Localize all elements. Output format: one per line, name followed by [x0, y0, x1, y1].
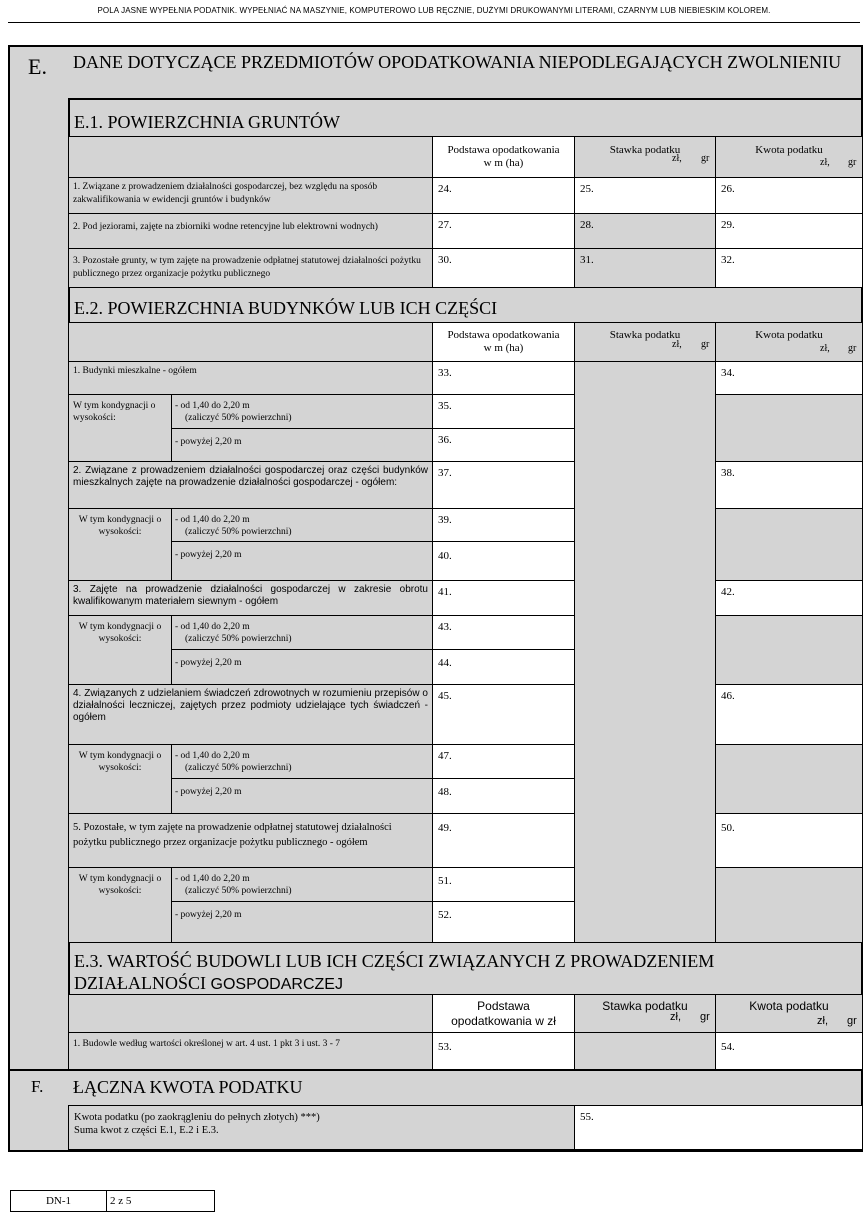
field-36[interactable]: 36. — [432, 428, 575, 462]
e2-group-2-sub2-label: - powyżej 2,20 m — [171, 541, 433, 581]
e3-stawka-gray — [574, 1032, 716, 1070]
e2-header-podstawa: Podstawa opodatkowania w m (ha) — [432, 322, 575, 362]
e2-group-5-kwota-gray — [715, 867, 863, 943]
e2-header-blank — [68, 322, 433, 362]
field-44[interactable]: 44. — [432, 649, 575, 685]
section-e-letter: E. — [28, 54, 47, 79]
e3-header-podstawa: Podstawa opodatkowania w zł — [432, 994, 575, 1033]
e2-group-3-wtym: W tym kondygnacji o wysokości: — [68, 615, 172, 685]
e3-row-1-label: 1. Budowle według wartości określonej w art. 4 ust. 1 pkt 3 i ust. 3 - 7 — [68, 1032, 433, 1070]
e2-title: E.2. POWIERZCHNIA BUDYNKÓW LUB ICH CZĘŚCI — [74, 298, 498, 318]
e2-group-3-sub2-label: - powyżej 2,20 m — [171, 649, 433, 685]
e2-group-5-label: 5. Pozostałe, w tym zajęte na prowadzenie odpłatnej statutowej działalności pożytku publicznego przez organizacje pożytku publicznego - ogółem — [68, 813, 433, 868]
field-51[interactable]: 51. — [432, 867, 575, 902]
e1-stawka-zl: zł, — [672, 153, 682, 164]
e2-group-2-label: 2. Związane z prowadzeniem działalności gospodarczej oraz części budynków mieszkalnych zajęte na prowadzenie działalności gospodarczej - ogółem: — [68, 461, 433, 509]
instructions-note: POLA JASNE WYPEŁNIA PODATNIK. WYPEŁNIAĆ NA MASZYNIE, KOMPUTEROWO LUB RĘCZNIE, DUŻYMI DRUKOWANYMI LITERAMI, CZARNYM LUB NIEBIESKIM KOLOREM. — [97, 6, 771, 15]
e2-group-4-sub2-label: - powyżej 2,20 m — [171, 778, 433, 814]
field-52[interactable]: 52. — [432, 901, 575, 943]
e1-header-stawka: Stawka podatku — [574, 136, 716, 178]
field-38[interactable]: 38. — [715, 461, 863, 509]
field-45[interactable]: 45. — [432, 684, 575, 745]
field-48[interactable]: 48. — [432, 778, 575, 814]
field-46[interactable]: 46. — [715, 684, 863, 745]
field-42[interactable]: 42. — [715, 580, 863, 616]
e1-header-blank — [68, 136, 433, 178]
e2-kwota-gr: gr — [848, 343, 857, 354]
form-code: DN-1 — [11, 1191, 107, 1211]
e2-group-4-sub1-label: - od 1,40 do 2,20 m (zaliczyć 50% powierzchni) — [171, 744, 433, 779]
section-f-title: ŁĄCZNA KWOTA PODATKU — [73, 1077, 303, 1097]
e1-kwota-zl: zł, — [820, 157, 830, 168]
field-49[interactable]: 49. — [432, 813, 575, 868]
field-33[interactable]: 33. — [432, 361, 575, 395]
e3-kwota-gr: gr — [847, 1015, 857, 1027]
field-35[interactable]: 35. — [432, 394, 575, 429]
e2-kwota-zl: zł, — [820, 343, 830, 354]
e2-stawka-column — [574, 361, 716, 943]
field-50[interactable]: 50. — [715, 813, 863, 868]
section-e-title: DANE DOTYCZĄCE PRZEDMIOTÓW OPODATKOWANIA NIEPODLEGAJĄCYCH ZWOLNIENIU — [73, 52, 842, 72]
field-54[interactable]: 54. — [715, 1032, 863, 1070]
e2-group-1-sub2-label: - powyżej 2,20 m — [171, 428, 433, 462]
field-43[interactable]: 43. — [432, 615, 575, 650]
field-55[interactable]: 55. — [574, 1105, 863, 1150]
e2-group-4-wtym: W tym kondygnacji o wysokości: — [68, 744, 172, 814]
field-53[interactable]: 53. — [432, 1032, 575, 1070]
e1-row-1-label: 1. Związane z prowadzeniem działalności gospodarczej, bez względu na sposób zakwalifikowania w ewidencji gruntów i budynków — [68, 177, 433, 214]
field-24[interactable]: 24. — [432, 177, 575, 214]
e3-kwota-zl: zł, — [817, 1015, 828, 1027]
e2-group-1-wtym: W tym kondygnacji o wysokości: — [68, 394, 172, 462]
field-30[interactable]: 30. — [432, 248, 575, 288]
field-41[interactable]: 41. — [432, 580, 575, 616]
e1-stawka-gr: gr — [701, 153, 710, 164]
e2-group-3-kwota-gray — [715, 615, 863, 685]
e1-row-2-label: 2. Pod jeziorami, zajęte na zbiorniki wodne retencyjne lub elektrowni wodnych) — [68, 213, 433, 249]
e2-stawka-zl: zł, — [672, 339, 682, 350]
field-27[interactable]: 27. — [432, 213, 575, 249]
field-32[interactable]: 32. — [715, 248, 863, 288]
e2-group-1-sub1-label: - od 1,40 do 2,20 m (zaliczyć 50% powierzchni) — [171, 394, 433, 429]
e3-header-stawka: Stawka podatku — [574, 994, 716, 1033]
e1-kwota-gr: gr — [848, 157, 857, 168]
e2-group-1-label: 1. Budynki mieszkalne - ogółem — [68, 361, 433, 395]
e2-group-4-label: 4. Związanych z udzielaniem świadczeń zdrowotnych w rozumieniu przepisów o działalności leczniczej, zajętych przez podmioty udzielające tych świadczeń - ogółem — [68, 684, 433, 745]
e3-stawka-gr: gr — [700, 1011, 710, 1023]
top-divider — [8, 22, 860, 23]
field-34[interactable]: 34. — [715, 361, 863, 395]
field-29[interactable]: 29. — [715, 213, 863, 249]
e2-group-5-wtym: W tym kondygnacji o wysokości: — [68, 867, 172, 943]
e3-stawka-zl: zł, — [670, 1011, 681, 1023]
e1-header-podstawa: Podstawa opodatkowania w m (ha) — [432, 136, 575, 178]
e2-group-5-sub2-label: - powyżej 2,20 m — [171, 901, 433, 943]
e2-group-3-sub1-label: - od 1,40 do 2,20 m (zaliczyć 50% powierzchni) — [171, 615, 433, 650]
section-f-divider — [8, 1069, 863, 1071]
e1-title: E.1. POWIERZCHNIA GRUNTÓW — [74, 112, 340, 132]
field-40[interactable]: 40. — [432, 541, 575, 581]
e3-header-kwota: Kwota podatku — [715, 994, 863, 1033]
e2-group-2-wtym: W tym kondygnacji o wysokości: — [68, 508, 172, 581]
e2-group-3-label: 3. Zajęte na prowadzenie działalności gospodarczej w zakresie obrotu kwalifikowanym materiałem siewnym - ogółem — [68, 580, 433, 616]
section-f-letter: F. — [31, 1077, 44, 1096]
field-39[interactable]: 39. — [432, 508, 575, 542]
field-37[interactable]: 37. — [432, 461, 575, 509]
e2-group-5-sub1-label: - od 1,40 do 2,20 m (zaliczyć 50% powierzchni) — [171, 867, 433, 902]
field-47[interactable]: 47. — [432, 744, 575, 779]
e2-group-1-kwota-gray — [715, 394, 863, 462]
field-26[interactable]: 26. — [715, 177, 863, 214]
section-f-label: Kwota podatku (po zaokrągleniu do pełnych złotych) ***) Suma kwot z części E.1, E.2 i E.3. — [68, 1105, 575, 1150]
e1-row-3-label: 3. Pozostałe grunty, w tym zajęte na prowadzenie odpłatnej statutowej działalności pożytku publicznego przez organizacje pożytku publicznego — [68, 248, 433, 288]
e2-group-2-kwota-gray — [715, 508, 863, 581]
field-28[interactable]: 28. — [574, 213, 716, 249]
page-footer — [10, 1190, 215, 1212]
page-number: 2 z 5 — [110, 1195, 132, 1207]
e2-header-stawka: Stawka podatku — [574, 322, 716, 362]
e1-header-kwota: Kwota podatku — [715, 136, 863, 178]
e2-group-2-sub1-label: - od 1,40 do 2,20 m (zaliczyć 50% powierzchni) — [171, 508, 433, 542]
e2-header-kwota: Kwota podatku — [715, 322, 863, 362]
e2-stawka-gr: gr — [701, 339, 710, 350]
e3-title: E.3. WARTOŚĆ BUDOWLI LUB ICH CZĘŚCI ZWIĄZANYCH Z PROWADZENIEM DZIAŁALNOŚCI GOSPODARCZEJ — [74, 951, 715, 993]
e3-header-blank — [68, 994, 433, 1033]
e2-group-4-kwota-gray — [715, 744, 863, 814]
field-25[interactable]: 25. — [574, 177, 716, 214]
field-31[interactable]: 31. — [574, 248, 716, 288]
